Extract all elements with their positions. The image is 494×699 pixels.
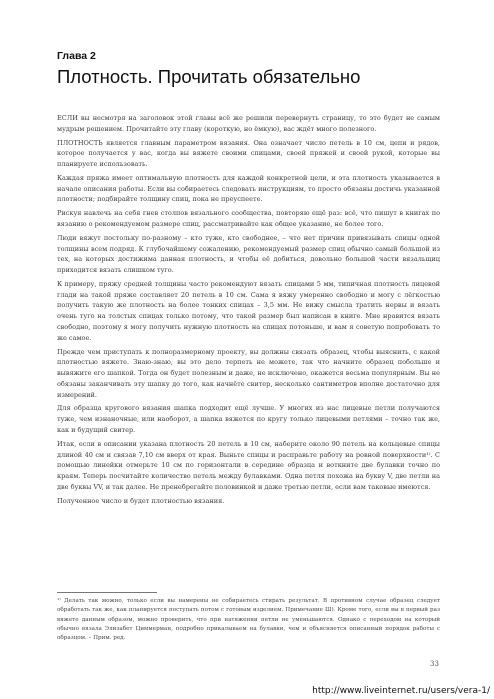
footnote: ¹⁾ Делать так можно, только если вы намерены не собираетесь стирать результат. В противном случае образец следует обработать так же, как планируется поступать потом с готовым изделием. Примечание Ш). Кроме того, если вы в первый раз вяжете данным образом, можно проверить, что при натяжении петли не уменьшаются. Однако с переходом на который обычно вязала Элизабет Циммерман, подробно прикалываем на булавки, чем и объясняется описанный порядок работы с образцом. – Прим. ред. — [57, 598, 440, 642]
page-title: Плотность. Прочитать обязательно — [57, 66, 361, 87]
footnote-divider — [57, 592, 157, 593]
paragraph-4: Рискуя навлечь на себя гнев столпов вязального сообщества, повторяю ещё раз: всё, что пишут в книгах по вязанию о рекомендуемом размере спиц, рассматривайте как общее указание, не более того. — [57, 209, 440, 229]
paragraph-3: Каждая пряжа имеет оптимальную плотность для каждой конкретной цели, и эта плотность указывается в начале описания работы. Если вы собираетесь следовать инструкциям, то просто обязаны достичь указанной плотности; подбирайте толщину спиц, пока не преуспеете. — [57, 173, 440, 204]
paragraph-10: Полученное число и будет плотностью вязания. — [57, 496, 225, 505]
paragraph-2: ПЛОТНОСТЬ является главным параметром вязания. Она означает число петель в 10 см, цепи и рядов, которое получается у вас, когда вы вяжете своими спицами, своей пряжей и своей рукой, которые вы планируете использовать. — [57, 138, 440, 169]
paragraph-8: Для образца кругового вязания шапка подходит ещё лучше. У многих из нас лицевые петли получаются туже, чем изнаночные, или наоборот, а шапка вяжется по кругу только лицевыми петлями – точно так же, как и будущий свитер. — [57, 404, 440, 434]
paragraph-6: К примеру, пряжу средней толщины часто рекомендуют вязать спицами 5 мм, типичная плотность лицевой глади на такой пряже составляет 20 петель в 10 см. Сама я вяжу умеренно свободно и могу с лёгкостью получить такую же плотность на более тонких спицах – 3,5 мм. Не вижу смысла тратить нервы и вязать очень туго на толстых спицах только потому, что такой размер был написан в книге. Мне нравится вязать свободно, поэтому я могу получить нужную плотность на спицах потоньше, и вам я советую попробовать то же самое. — [57, 279, 440, 342]
paragraph-9: Итак, если в описании указана плотность 20 петель в 10 см, наберите около 90 петель на кольцевые спицы длиной 40 см и связав 7,10 см вверх от края. Выньте спицы и расправьте работу на ровной поверхности¹⁾. С помощью линейки отмерьте 10 см по горизонтали в середине образца и воткните две булавки точно по краям. Теперь посчитайте количество петель между булавками. Одна петля похожа на букву V, две петли на две буквы VV, и так далее. Не пренебрегайте половинкой и даже третью петли, если вам таковые имеются. — [57, 439, 440, 491]
chapter-label: Глава 2 — [57, 50, 96, 62]
page-number: 33 — [430, 660, 439, 668]
paragraph-1: ЕСЛИ вы несмотря на заголовок этой главы всё же решили перевернуть страницу, то это будет не самым мудрым решением. Прочитайте эту главу (короткую, но ёмкую), вас ждёт много полезного. — [57, 114, 440, 133]
body-text — [57, 113, 440, 509]
paragraph-7: Прежде чем приступать к полноразмерному проекту, вы должны связать образец, чтобы выяснить, с какой плотностью вяжете. Знаю-знаю, вы это дело терпеть не можете, так что начните образец побольше и вывяжите его шапкой. Тогда он будет полезным и даже, не исключено, окажется весьма популярным. Вы не обязаны заканчивать эту шапку до того, как начнёте свитер, несколько сантиметров вполне достаточно для измерений. — [57, 347, 440, 399]
paragraph-5: Люди вяжут постольку по-разному – кто туже, кто свободнее, – что нет причин привязывать спицы одной толщины всем подряд. К глубочайшему сожалению, рекомендуемый размер спиц обычно самый большой из тех, на которых достижима данная плотность, и чтобы её добиться, довольно большой части вязальщиц приходится вязать слишком туго. — [57, 233, 440, 275]
watermark-url[interactable]: http://www.liveinternet.ru/users/vera-1/ — [312, 686, 490, 696]
